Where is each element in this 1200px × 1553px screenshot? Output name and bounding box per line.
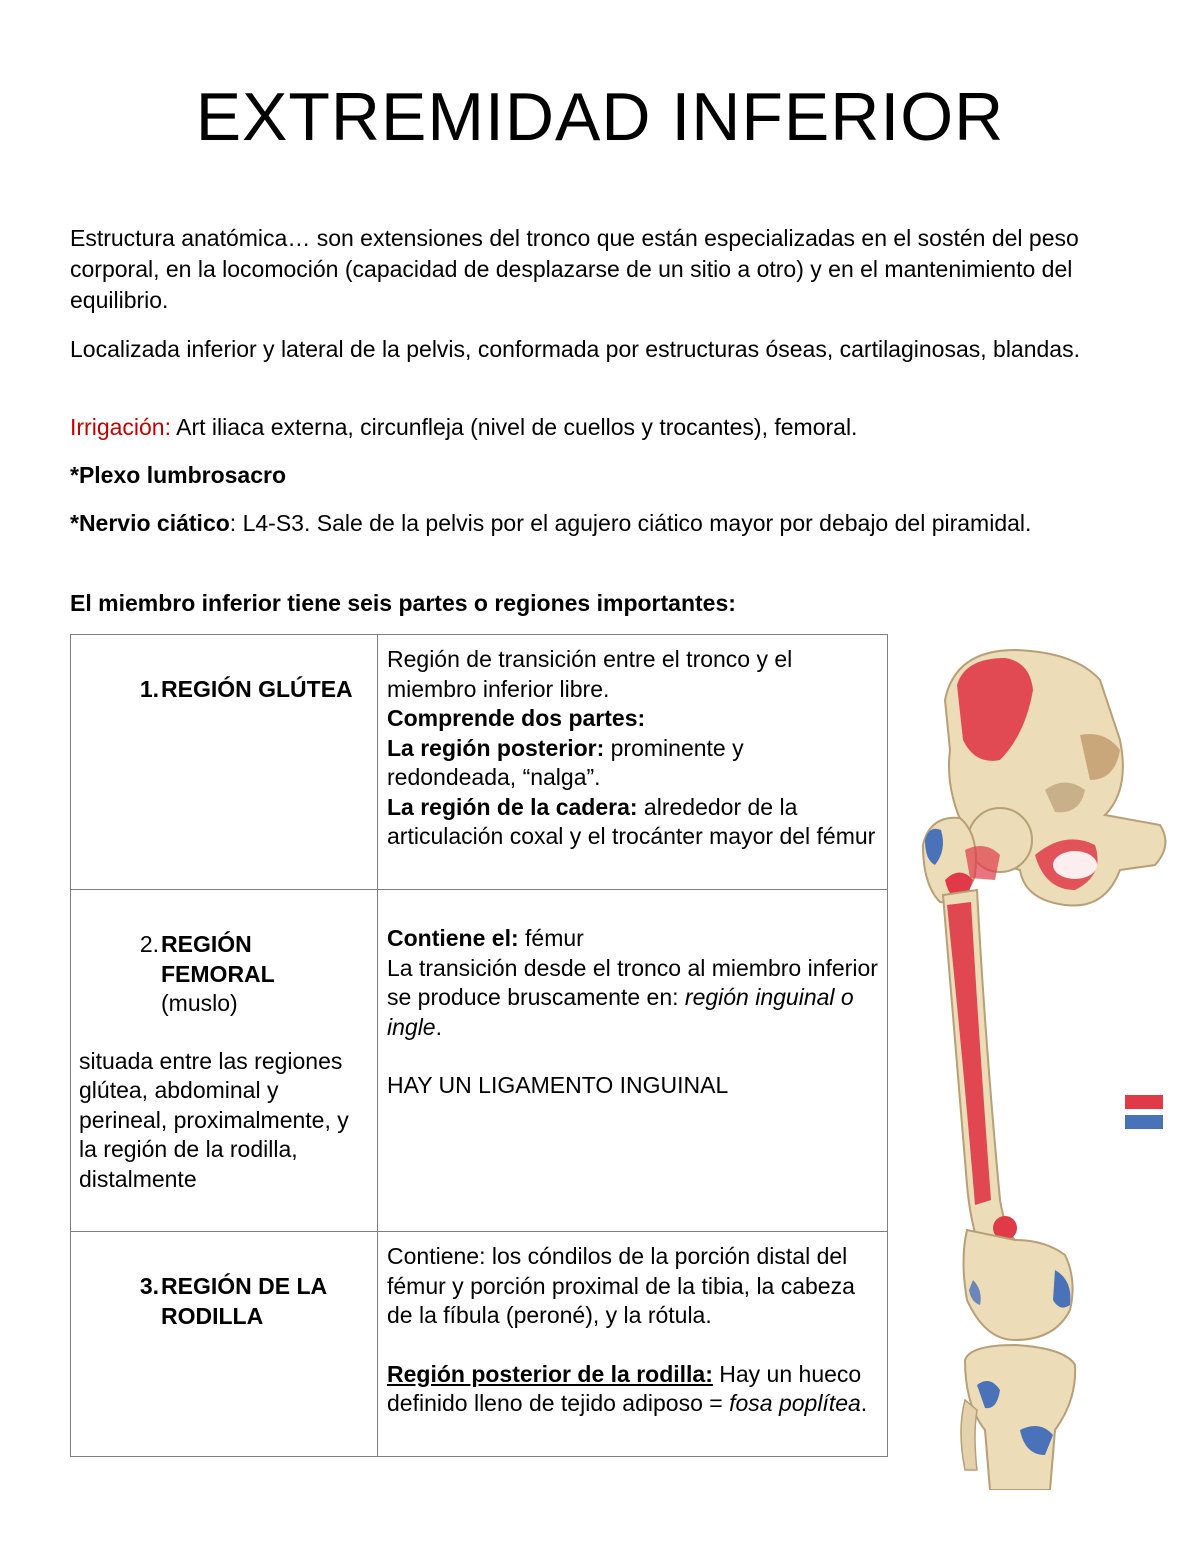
region-cell bbox=[71, 890, 378, 1232]
region-description bbox=[378, 890, 888, 1232]
knee-condyles-icon bbox=[964, 1230, 1073, 1340]
region-number: 3. bbox=[139, 1273, 159, 1299]
region-cell bbox=[71, 1232, 378, 1457]
plexus-line: *Plexo lumbrosacro bbox=[70, 462, 287, 488]
region-posterior bbox=[387, 1360, 879, 1419]
region-description bbox=[378, 635, 888, 890]
posterior-italic: fosa poplítea bbox=[729, 1390, 861, 1416]
table-intro: El miembro inferior tiene seis partes o regiones importantes: bbox=[70, 590, 736, 616]
regions-table bbox=[70, 634, 888, 1457]
posterior-label: Región posterior de la rodilla: bbox=[387, 1360, 713, 1387]
region-desc-text: Región de transición entre el tronco y el miembro inferior libre. bbox=[387, 646, 793, 702]
irrigation-text: Art iliaca externa, circunfleja (nivel de cuellos y trocantes), femoral. bbox=[170, 414, 858, 440]
irrigation-paragraph bbox=[70, 412, 1140, 443]
tibia-fibula-icon bbox=[961, 1345, 1075, 1490]
nerve-text: : L4-S3. Sale de la pelvis por el agujero ciático mayor por debajo del piramidal. bbox=[229, 510, 1032, 536]
region-name: REGIÓN DE LA RODILLA bbox=[161, 1273, 327, 1329]
region-location: situada entre las regiones glútea, abdominal y perineal, proximalmente, y la región de la rodilla, distalmente bbox=[79, 1047, 349, 1192]
region-transition bbox=[387, 954, 879, 1043]
location-paragraph: Localizada inferior y lateral de la pelvis, conformada por estructuras óseas, cartilaginosas, blandas. bbox=[70, 336, 1080, 362]
region-name: REGIÓN GLÚTEA bbox=[161, 676, 353, 702]
hip-label: La región de la cadera: bbox=[387, 793, 638, 820]
femur-shaft-icon bbox=[943, 890, 1017, 1250]
region-description bbox=[378, 1232, 888, 1457]
page-title: EXTREMIDAD INFERIOR bbox=[195, 79, 1005, 155]
region-number: 2. bbox=[139, 931, 159, 957]
region-contains: Contiene: los cóndilos de la porción distal del fémur y porción proximal de la tibia, la cabeza de la fíbula (peroné), y la rótula. bbox=[387, 1243, 855, 1328]
region-number: 1. bbox=[139, 676, 159, 702]
femur-pelvis-anatomy-icon bbox=[905, 640, 1175, 1490]
region-heading bbox=[79, 1272, 369, 1331]
region-contains bbox=[387, 924, 879, 954]
femur-head-icon bbox=[923, 808, 1032, 902]
table-row bbox=[71, 890, 888, 1232]
region-heading bbox=[79, 930, 369, 1019]
nerve-label: *Nervio ciático bbox=[70, 510, 230, 536]
region-hip bbox=[387, 793, 879, 852]
region-ligament: HAY UN LIGAMENTO INGUINAL bbox=[387, 1072, 729, 1098]
color-legend-icon bbox=[1125, 1095, 1163, 1129]
hip-text: alrededor de la articulación coxal y el trocánter mayor del fémur bbox=[387, 793, 876, 849]
posterior-text: prominente y redondeada, “nalga”. bbox=[387, 734, 744, 790]
region-subtitle: (muslo) bbox=[161, 990, 238, 1016]
nerve-paragraph bbox=[70, 507, 1140, 540]
contains-text: fémur bbox=[518, 925, 584, 951]
posterior-end: . bbox=[860, 1390, 868, 1416]
region-label-block bbox=[161, 930, 369, 1019]
region-heading bbox=[79, 675, 369, 705]
region-name: REGIÓN FEMORAL bbox=[161, 931, 275, 987]
table-row bbox=[71, 1232, 888, 1457]
posterior-label: La región posterior: bbox=[387, 734, 605, 761]
irrigation-label: Irrigación: bbox=[70, 414, 171, 440]
region-cell bbox=[71, 635, 378, 890]
region-parts-heading: Comprende dos partes: bbox=[387, 705, 646, 731]
region-posterior bbox=[387, 734, 879, 793]
posterior-text: Hay un hueco definido lleno de tejido adiposo = bbox=[387, 1360, 862, 1416]
transition-end: . bbox=[435, 1013, 442, 1040]
intro-paragraph: Estructura anatómica… son extensiones del tronco que están especializadas en el sostén del peso corporal, en la locomoción (capacidad de desplazarse de un sitio a otro) y en el mantenimiento del equilibrio. bbox=[70, 225, 1079, 313]
table-row bbox=[71, 635, 888, 890]
contains-label: Contiene el: bbox=[387, 925, 519, 951]
transition-italic: región inguinal o ingle bbox=[387, 984, 854, 1040]
transition-text: La transición desde el tronco al miembro inferior se produce bruscamente en: bbox=[387, 954, 878, 1010]
